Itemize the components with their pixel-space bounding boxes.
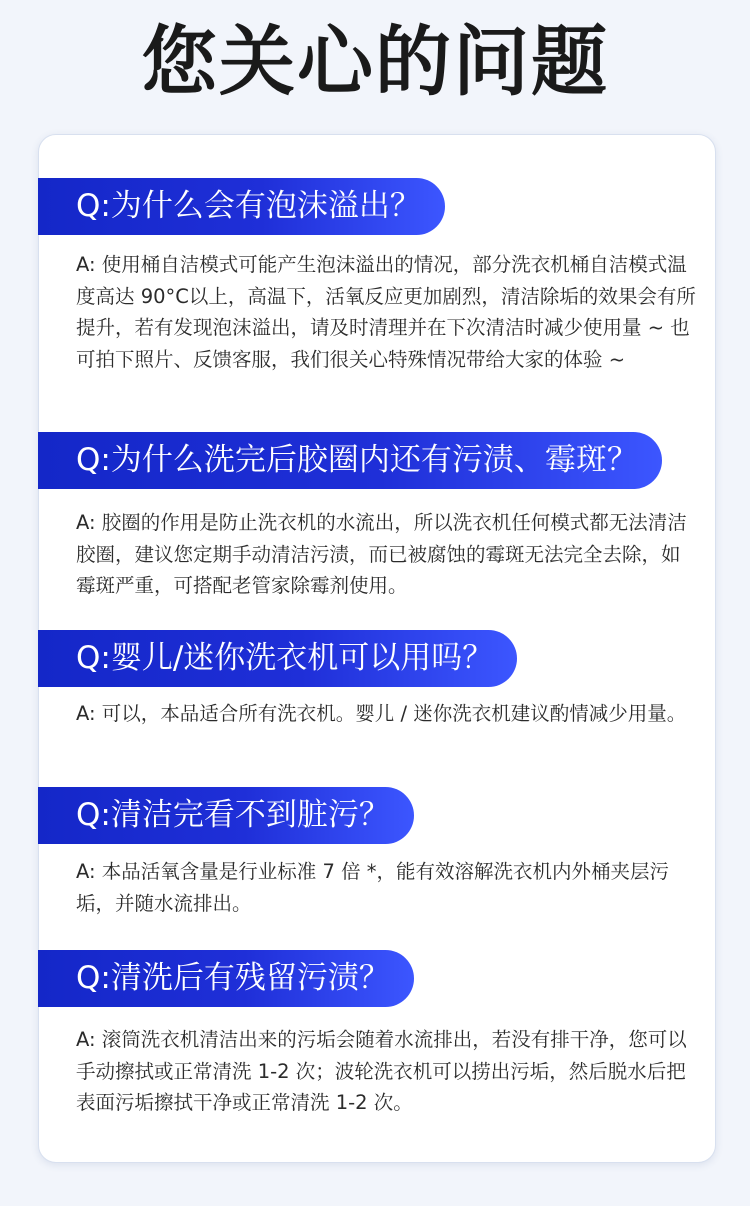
- faq-answer-no-dirt: A: 本品活氧含量是行业标准 7 倍 *，能有效溶解洗衣机内外桶夹层污垢，并随水流排出。: [76, 860, 670, 915]
- faq-answer-mini-washer: A: 可以，本品适合所有洗衣机。婴儿 / 迷你洗衣机建议酌情减少用量。: [76, 702, 687, 725]
- faq-question-residue: Q:清洗后有残留污渍？: [38, 950, 414, 1007]
- page-title: 您关心的问题: [141, 17, 609, 106]
- faq-answer-gasket: A: 胶圈的作用是防止洗衣机的水流出，所以洗衣机任何模式都无法清洁胶圈，建议您定期手动清洁污渍，而已被腐蚀的霉斑无法完全去除，如霉斑严重，可搭配老管家除霉剂使用。: [76, 511, 687, 597]
- faq-question-mini-washer: Q:婴儿/迷你洗衣机可以用吗？: [38, 630, 517, 687]
- faq-answer-foam: A: 使用桶自洁模式可能产生泡沫溢出的情况，部分洗衣机桶自洁模式温度高达 90°C以上，高温下，活氧反应更加剧烈，清洁除垢的效果会有所提升，若有发现泡沫溢出，请及时清理并在下次清洁时减少使用量 ~ 也可拍下照片、反馈客服，我们很关心特殊情况带给大家的体验 ~: [76, 253, 696, 371]
- faq-answer-residue: A: 滚筒洗衣机清洁出来的污垢会随着水流排出，若没有排干净，您可以手动擦拭或正常清洗 1-2 次；波轮洗衣机可以捞出污垢，然后脱水后把表面污垢擦拭干净或正常清洗 1-2 次。: [76, 1028, 687, 1114]
- faq-question-foam: Q:为什么会有泡沫溢出？: [38, 178, 445, 235]
- faq-question-gasket: Q:为什么洗完后胶圈内还有污渍、霉斑？: [38, 432, 662, 489]
- faq-question-no-dirt: Q:清洁完看不到脏污？: [38, 787, 414, 844]
